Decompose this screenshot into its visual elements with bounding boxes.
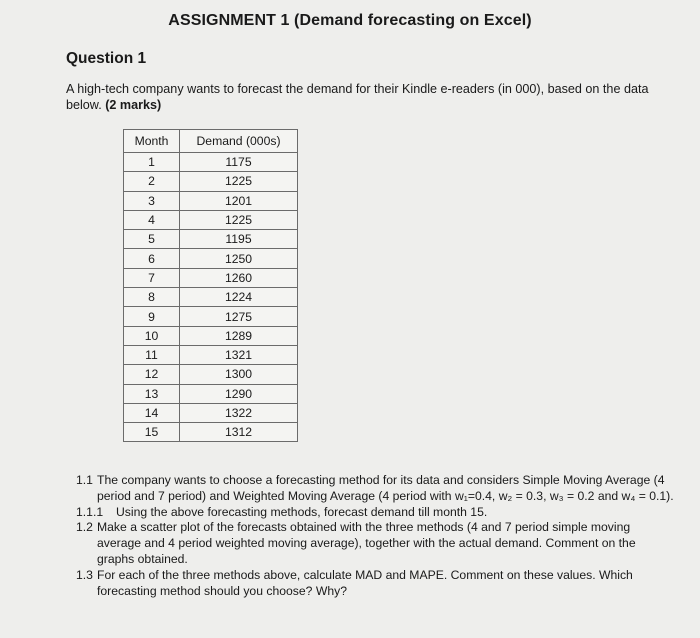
month-cell: 6 [124,249,180,268]
month-cell: 10 [124,326,180,345]
month-cell: 15 [124,423,180,442]
table-row [124,423,298,442]
table-row [124,249,298,268]
month-cell: 4 [124,210,180,229]
demand-cell: 1195 [180,230,298,249]
demand-table [123,129,298,442]
task-number: 1.2 [76,520,93,535]
demand-cell: 1224 [180,288,298,307]
month-cell: 7 [124,268,180,287]
task-number: 1.3 [76,567,93,582]
task-item [76,505,676,521]
table-row [124,326,298,345]
month-cell: 11 [124,345,180,364]
demand-cell: 1225 [180,210,298,229]
demand-cell: 1290 [180,384,298,403]
table-row [124,288,298,307]
demand-cell: 1260 [180,268,298,287]
assignment-title: ASSIGNMENT 1 (Demand forecasting on Excel) [168,12,532,29]
task-item [76,568,676,600]
table-header-row [124,130,298,153]
table-row [124,153,298,172]
table-row [124,210,298,229]
table-row [124,230,298,249]
month-cell: 13 [124,384,180,403]
task-number: 1.1 [76,473,93,487]
demand-cell: 1250 [180,249,298,268]
month-header: Month [124,130,180,153]
demand-cell: 1321 [180,345,298,364]
task-item [76,520,676,567]
task-list [76,473,676,599]
demand-cell: 1322 [180,403,298,422]
month-cell: 2 [124,172,180,191]
table-row [124,307,298,326]
table-body [124,153,298,442]
task-text: For each of the three methods above, calculate MAD and MAPE. Comment on these values. Which forecasting method should you choose? Why? [97,567,633,598]
demand-cell: 1175 [180,153,298,172]
intro-text: A high-tech company wants to forecast the demand for their Kindle e-readers (in 000), based on the data below. [66,82,649,112]
table-row [124,384,298,403]
table-row [124,268,298,287]
question-intro [66,81,686,113]
question-heading: Question 1 [66,50,147,67]
task-text: Make a scatter plot of the forecasts obtained with the three methods (4 and 7 period simple moving average and 4 period weighted moving average), together with the actual demand. Comment on the graphs obtained. [97,520,636,566]
table-row [124,345,298,364]
task-text: Using the above forecasting methods, forecast demand till month 15. [116,504,488,519]
task-item [76,473,676,505]
table-row [124,403,298,422]
month-cell: 12 [124,365,180,384]
demand-header: Demand (000s) [180,130,298,153]
month-cell: 1 [124,153,180,172]
marks-label: (2 marks) [105,98,162,112]
demand-cell: 1225 [180,172,298,191]
demand-cell: 1312 [180,423,298,442]
month-cell: 9 [124,307,180,326]
demand-cell: 1289 [180,326,298,345]
table-row [124,191,298,210]
table-row [124,172,298,191]
month-cell: 5 [124,230,180,249]
month-cell: 8 [124,288,180,307]
table-row [124,365,298,384]
month-cell: 14 [124,403,180,422]
demand-cell: 1300 [180,365,298,384]
demand-cell: 1201 [180,191,298,210]
month-cell: 3 [124,191,180,210]
task-number: 1.1.1 [76,504,104,519]
task-text: The company wants to choose a forecasting method for its data and considers Simple Moving Average (4 period and 7 period) and Weighted Moving Average (4 period with w₁=0.4, w₂ = 0.3, w₃ = 0.2 and w₄ = 0.1). [97,473,674,503]
demand-cell: 1275 [180,307,298,326]
